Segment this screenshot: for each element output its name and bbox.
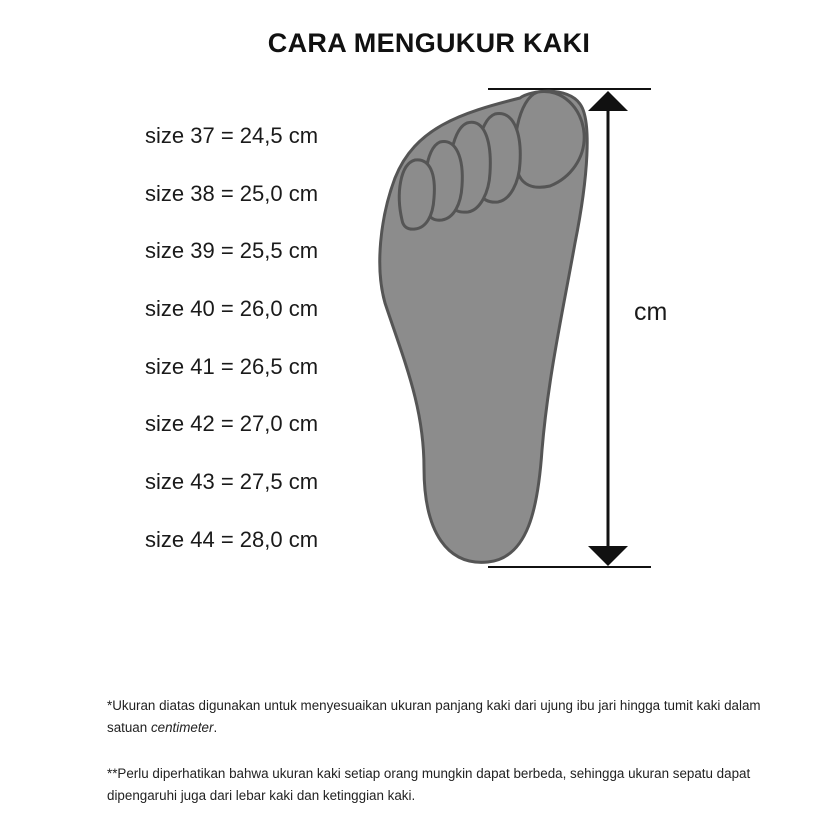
note-length-end: . (213, 720, 218, 735)
unit-label: cm (634, 298, 668, 326)
page-title: CARA MENGUKUR KAKI (267, 28, 591, 58)
little-toe-shape (399, 160, 434, 229)
note-fit-disclaimer: **Perlu diperhatikan bahwa ukuran kaki setiap orang mungkin dapat berbeda, sehingga ukuran sepatu dapat dipengaruhi juga dari lebar kaki dan ketinggian kaki. (107, 766, 751, 803)
size-row-40: size 40 = 26,0 cm (145, 296, 319, 322)
size-row-44: size 44 = 28,0 cm (145, 526, 319, 552)
foot-measurement-diagram (370, 78, 670, 578)
size-row-38: size 38 = 25,0 cm (145, 180, 319, 206)
note-length-info (107, 695, 787, 739)
notes-section (107, 695, 787, 807)
note-length-unit: centimeter (150, 720, 214, 735)
foot-diagram-svg (370, 78, 670, 578)
size-row-42: size 42 = 27,0 cm (145, 411, 319, 437)
size-row-41: size 41 = 26,5 cm (145, 353, 319, 379)
size-row-39: size 39 = 25,5 cm (145, 238, 319, 264)
size-chart-list (145, 120, 318, 582)
size-row-37: size 37 = 24,5 cm (145, 123, 319, 148)
note-length-text: *Ukuran diatas digunakan untuk menyesuaikan ukuran panjang kaki dari ujung ibu jari hingga tumit kaki dalam satuan (107, 698, 761, 735)
arrow-head-up-icon (588, 91, 628, 111)
arrow-head-down-icon (588, 546, 628, 566)
size-row-43: size 43 = 27,5 cm (145, 469, 319, 495)
